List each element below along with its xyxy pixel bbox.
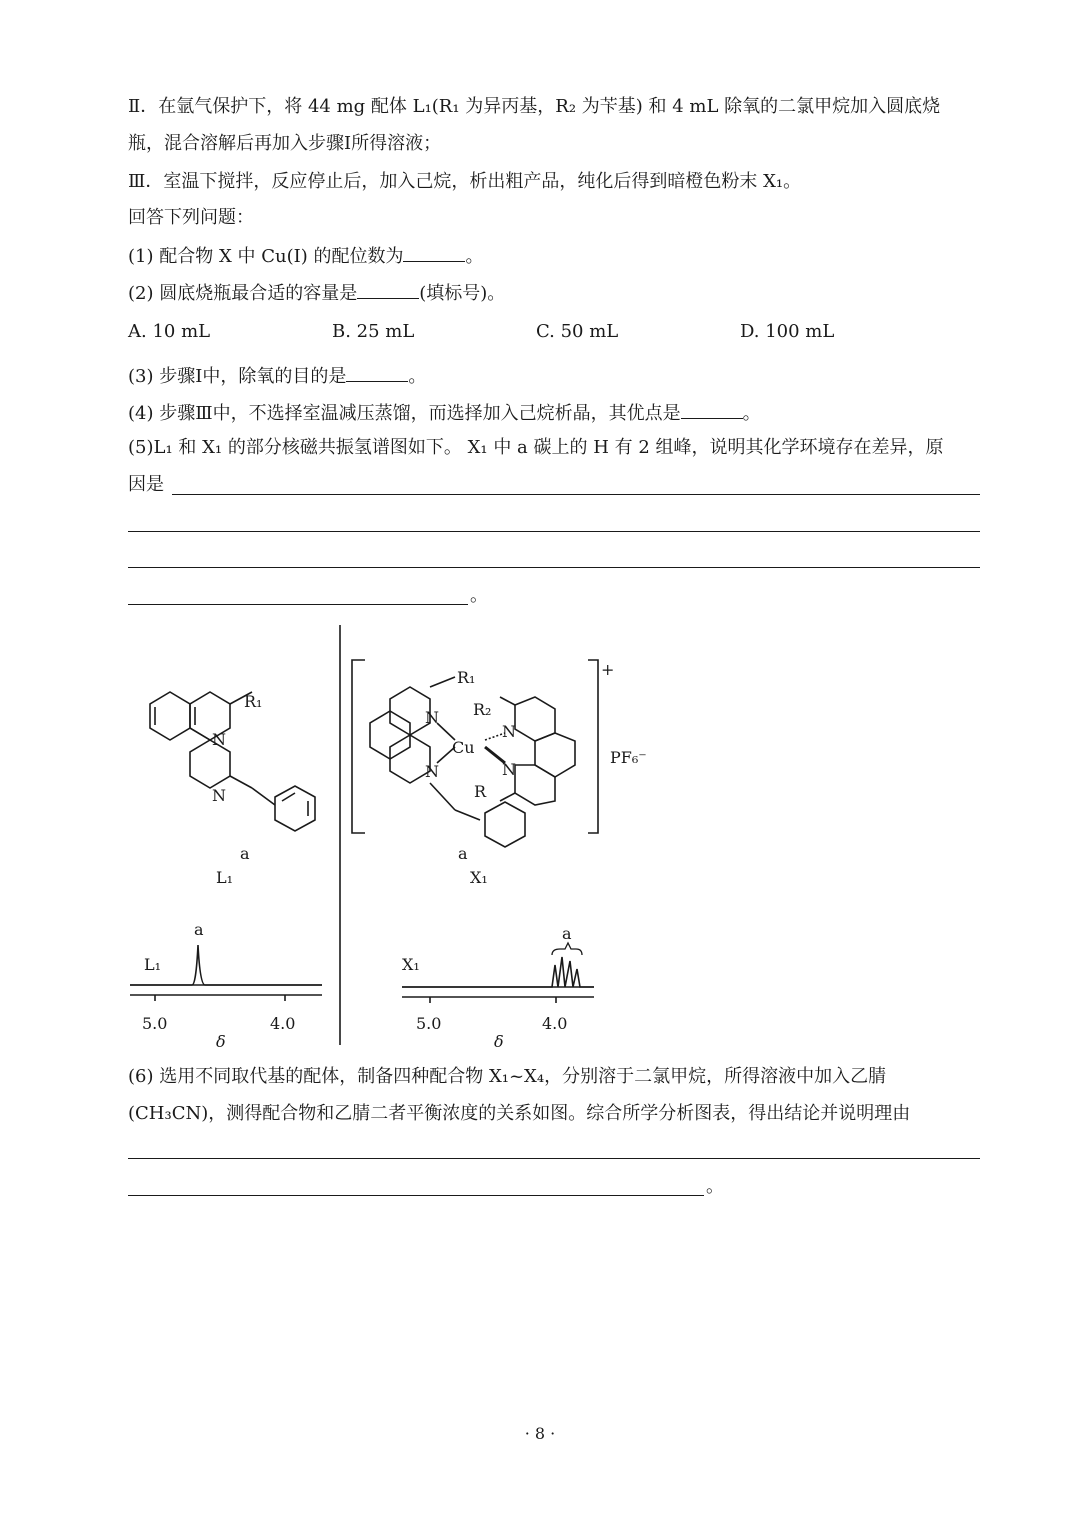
complex-charge: + <box>601 660 615 679</box>
q2-text: (2) 圆底烧瓶最合适的容量是 <box>128 283 358 304</box>
structure-and-nmr-figure <box>0 615 1080 1055</box>
q6-text-cont: (CH₃CN)，测得配合物和乙腈二者平衡浓度的关系如图。综合所学分析图表，得出结论并说明理由 <box>128 1103 911 1124</box>
q2-option-c[interactable]: C. 50 mL <box>536 321 619 342</box>
q1-suffix: 。 <box>465 246 484 267</box>
question-6 <box>128 1065 886 1089</box>
q1-answer-blank[interactable] <box>403 243 465 262</box>
question-2 <box>128 280 505 306</box>
complex-n-2: N <box>425 762 439 781</box>
nmr-left-label: L₁ <box>144 955 162 974</box>
q3-answer-blank[interactable] <box>346 363 408 382</box>
ligand-n-lower: N <box>212 786 226 805</box>
complex-n-3: N <box>502 722 516 741</box>
complex-r-lower: R <box>474 782 487 801</box>
question-6-cont <box>128 1102 910 1126</box>
q5-answer-line-4[interactable] <box>128 604 468 605</box>
question-5 <box>128 436 944 460</box>
q4-text: (4) 步骤Ⅲ中，不选择室温减压蒸馏，而选择加入己烷析晶，其优点是 <box>128 403 681 424</box>
q3-suffix: 。 <box>408 366 427 387</box>
q5-text-cont: 因是 <box>128 474 164 495</box>
q5-end-mark <box>470 584 488 608</box>
page-number: · 8 · <box>524 1424 556 1443</box>
nmr-left-peak-label: a <box>194 920 204 939</box>
nmr-left-axis: δ <box>216 1032 226 1051</box>
step3-line <box>128 170 801 194</box>
question-5-cont <box>128 473 164 497</box>
complex-structure <box>352 660 598 847</box>
q5-text: (5)L₁ 和 X₁ 的部分核磁共振氢谱图如下。 X₁ 中 a 碳上的 H 有 2 组峰，说明其化学环境存在差异，原 <box>128 437 944 458</box>
nmr-right-tick-low: 4.0 <box>542 1014 568 1033</box>
complex-n-1: N <box>425 708 439 727</box>
q6-text: (6) 选用不同取代基的配体，制备四种配合物 X₁~X₄，分别溶于二氯甲烷，所得溶液中加入乙腈 <box>128 1066 887 1087</box>
complex-label: X₁ <box>470 868 488 887</box>
q2-answer-blank[interactable] <box>357 280 419 299</box>
q1-text: (1) 配合物 X 中 Cu(Ⅰ) 的配位数为 <box>128 246 404 267</box>
complex-r1: R₁ <box>457 668 476 687</box>
q2-suffix: (填标号)。 <box>419 283 506 304</box>
q2-option-b[interactable]: B. 25 mL <box>332 321 415 342</box>
nmr-left-tick-low: 4.0 <box>270 1014 296 1033</box>
ligand-structure <box>150 692 315 831</box>
ligand-carbon-a: a <box>240 844 250 863</box>
nmr-left-tick-high: 5.0 <box>142 1014 168 1033</box>
q6-answer-line-1[interactable] <box>128 1158 980 1159</box>
q5-end: 。 <box>470 585 488 606</box>
complex-r2: R₂ <box>473 700 492 719</box>
q2-option-a[interactable]: A. 10 mL <box>128 321 211 342</box>
nmr-right-label: X₁ <box>402 955 420 974</box>
step2-text-a: Ⅱ．在氩气保护下，将 44 mg 配体 L₁(R₁ 为异丙基，R₂ 为苄基) 和 4 mL 除氧的二氯甲烷加入圆底烧 <box>128 96 941 117</box>
q2-option-d[interactable]: D. 100 mL <box>740 321 835 342</box>
question-3 <box>128 363 426 389</box>
q4-answer-blank[interactable] <box>681 400 743 419</box>
intro-text: 回答下列问题： <box>128 207 254 228</box>
q6-end: 。 <box>706 1176 724 1197</box>
nmr-right-axis: δ <box>494 1032 504 1051</box>
q3-text: (3) 步骤Ⅰ中，除氧的目的是 <box>128 366 347 387</box>
complex-n-4: N <box>502 760 516 779</box>
step2-line2 <box>128 132 441 156</box>
question-1 <box>128 243 483 269</box>
counter-ion: PF₆⁻ <box>610 748 647 767</box>
ligand-label: L₁ <box>216 868 234 887</box>
question-4 <box>128 400 761 426</box>
ligand-r1: R₁ <box>244 692 263 711</box>
q6-answer-line-2[interactable] <box>128 1195 704 1196</box>
q6-end-mark <box>706 1175 724 1199</box>
complex-carbon-a: a <box>458 844 468 863</box>
step3-text: Ⅲ．室温下搅拌，反应停止后，加入己烷，析出粗产品，纯化后得到暗橙色粉末 X₁。 <box>128 171 802 192</box>
nmr-spectrum-complex <box>402 943 594 1003</box>
q5-answer-line-2[interactable] <box>128 531 980 532</box>
step2-text-b: 瓶，混合溶解后再加入步骤Ⅰ所得溶液； <box>128 133 442 154</box>
q4-suffix: 。 <box>742 403 761 424</box>
q5-answer-line-1[interactable] <box>172 494 980 495</box>
ligand-n-upper: N <box>212 730 226 749</box>
nmr-right-tick-high: 5.0 <box>416 1014 442 1033</box>
nmr-right-peak-label: a <box>562 924 572 943</box>
intro-line <box>128 206 254 230</box>
step2-line1 <box>128 95 940 119</box>
complex-cu: Cu <box>452 738 475 757</box>
q5-answer-line-3[interactable] <box>128 567 980 568</box>
